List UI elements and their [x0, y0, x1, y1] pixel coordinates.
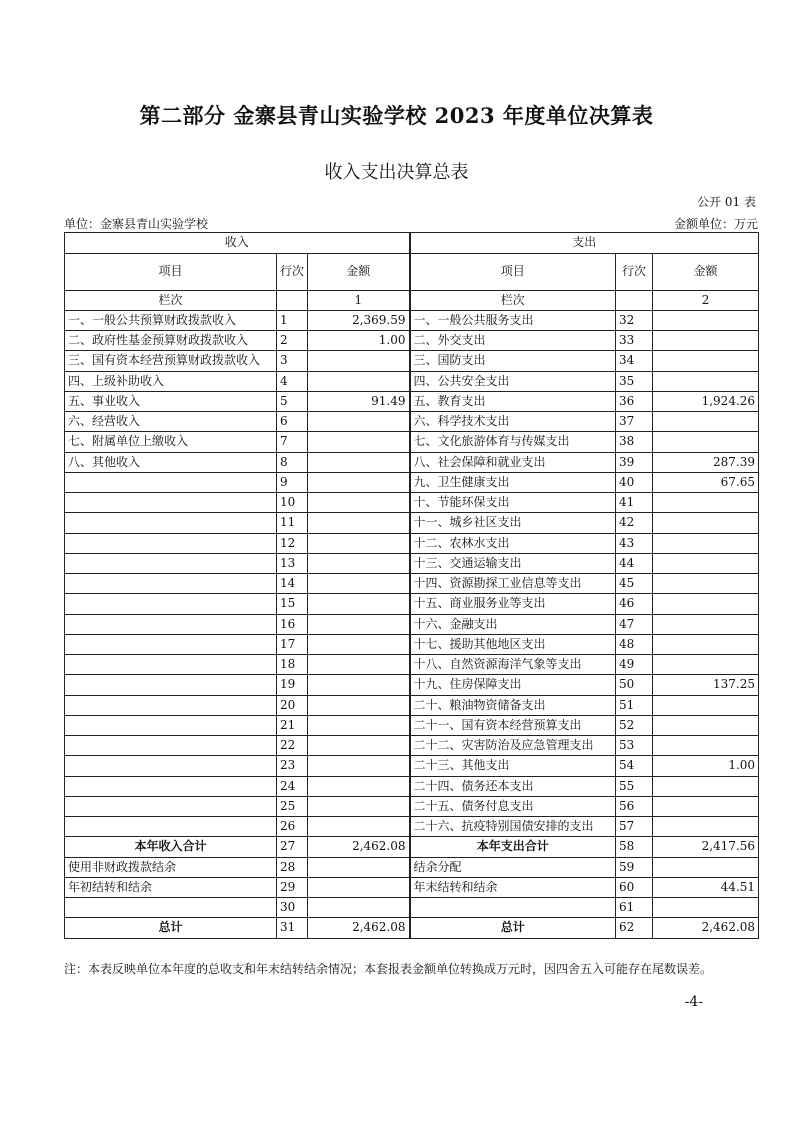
form-code: 公开 01 表	[697, 195, 756, 209]
expense-item-cell: 八、社会保障和就业支出	[410, 452, 616, 472]
income-item-cell	[65, 776, 277, 796]
income-rowno-cell: 1	[277, 310, 308, 330]
unit-line	[64, 215, 758, 232]
income-amount-cell	[308, 817, 410, 837]
expense-item-cell: 七、文化旅游体育与传媒支出	[410, 432, 616, 452]
income-amount-cell	[308, 898, 410, 918]
expense-column-blank	[616, 290, 653, 310]
expense-amount-cell: 2,462.08	[653, 918, 759, 938]
expense-amount-cell	[653, 594, 759, 614]
expense-rowno-cell: 37	[616, 412, 653, 432]
income-rowno-cell: 19	[277, 675, 308, 695]
income-item-cell: 五、事业收入	[65, 391, 277, 411]
income-expense-table	[64, 232, 759, 939]
table-note: 注：本表反映单位本年度的总收支和年末结转结余情况；本套报表金额单位转换成万元时，因四舍五入可能存在尾数误差。	[64, 962, 713, 976]
expense-rowno-cell: 49	[616, 655, 653, 675]
income-column-number: 1	[308, 290, 410, 310]
income-item-cell	[65, 594, 277, 614]
income-amount-cell	[308, 432, 410, 452]
expense-rowno-cell: 39	[616, 452, 653, 472]
table-row	[65, 594, 759, 614]
income-item-cell: 一、一般公共预算财政拨款收入	[65, 310, 277, 330]
income-rowno-cell: 24	[277, 776, 308, 796]
income-amount-cell	[308, 594, 410, 614]
expense-item-cell: 本年支出合计	[410, 837, 616, 857]
income-rowno-cell: 3	[277, 351, 308, 371]
expense-rowno-cell: 55	[616, 776, 653, 796]
income-amount-cell	[308, 412, 410, 432]
expense-rowno-cell: 61	[616, 898, 653, 918]
table-row	[65, 310, 759, 330]
column-number-row	[65, 290, 759, 310]
expense-amount-cell	[653, 310, 759, 330]
table-row	[65, 574, 759, 594]
expense-rowno-cell: 47	[616, 614, 653, 634]
expense-rowno-cell: 36	[616, 391, 653, 411]
table-row	[65, 513, 759, 533]
expense-rowno-cell: 48	[616, 634, 653, 654]
expense-item-cell: 九、卫生健康支出	[410, 472, 616, 492]
income-item-cell: 三、国有资本经营预算财政拨款收入	[65, 351, 277, 371]
expense-item-cell: 十六、金融支出	[410, 614, 616, 634]
income-amount-cell	[308, 857, 410, 877]
income-rowno-cell: 5	[277, 391, 308, 411]
income-amount-cell	[308, 574, 410, 594]
income-amount-cell	[308, 796, 410, 816]
income-item-cell: 八、其他收入	[65, 452, 277, 472]
income-item-cell	[65, 493, 277, 513]
expense-amount-cell	[653, 817, 759, 837]
table-row	[65, 776, 759, 796]
expense-item-cell: 二十五、债务付息支出	[410, 796, 616, 816]
expense-item-cell: 十、节能环保支出	[410, 493, 616, 513]
income-amount-cell	[308, 371, 410, 391]
expense-item-cell: 二十六、抗疫特别国债安排的支出	[410, 817, 616, 837]
income-column-label: 栏次	[65, 290, 277, 310]
expense-rowno-cell: 60	[616, 877, 653, 897]
income-amount-cell	[308, 351, 410, 371]
income-rowno-header: 行次	[277, 253, 308, 290]
expense-amount-cell: 2,417.56	[653, 837, 759, 857]
expense-rowno-cell: 43	[616, 533, 653, 553]
expense-column-number: 2	[653, 290, 759, 310]
expense-item-cell: 结余分配	[410, 857, 616, 877]
expense-item-cell: 十三、交通运输支出	[410, 553, 616, 573]
expense-rowno-cell: 62	[616, 918, 653, 938]
expense-amount-header: 金额	[653, 253, 759, 290]
income-item-cell	[65, 472, 277, 492]
income-item-cell: 年初结转和结余	[65, 877, 277, 897]
expense-amount-cell	[653, 574, 759, 594]
income-rowno-cell: 2	[277, 331, 308, 351]
expense-rowno-cell: 58	[616, 837, 653, 857]
income-item-cell	[65, 756, 277, 776]
income-item-cell	[65, 533, 277, 553]
expense-rowno-cell: 51	[616, 695, 653, 715]
expense-amount-cell	[653, 533, 759, 553]
income-item-cell	[65, 513, 277, 533]
expense-rowno-cell: 56	[616, 796, 653, 816]
income-rowno-cell: 18	[277, 655, 308, 675]
income-amount-cell	[308, 472, 410, 492]
income-item-cell	[65, 695, 277, 715]
income-item-cell	[65, 898, 277, 918]
income-rowno-cell: 12	[277, 533, 308, 553]
income-amount-cell	[308, 736, 410, 756]
income-item-cell: 七、附属单位上缴收入	[65, 432, 277, 452]
table-row	[65, 634, 759, 654]
expense-amount-cell	[653, 634, 759, 654]
expense-rowno-cell: 41	[616, 493, 653, 513]
expense-item-cell: 十八、自然资源海洋气象等支出	[410, 655, 616, 675]
income-rowno-cell: 20	[277, 695, 308, 715]
income-item-cell	[65, 736, 277, 756]
expense-amount-cell	[653, 796, 759, 816]
table-row	[65, 837, 759, 857]
expense-rowno-cell: 40	[616, 472, 653, 492]
income-amount-cell	[308, 655, 410, 675]
income-rowno-cell: 29	[277, 877, 308, 897]
expense-item-cell: 总计	[410, 918, 616, 938]
income-rowno-cell: 9	[277, 472, 308, 492]
unit-label: 单位：金寨县青山实验学校	[64, 217, 209, 231]
income-rowno-cell: 8	[277, 452, 308, 472]
expense-rowno-cell: 53	[616, 736, 653, 756]
expense-header: 支出	[410, 233, 759, 254]
table-title: 收入支出决算总表	[324, 162, 469, 183]
income-item-cell	[65, 817, 277, 837]
income-amount-cell: 1.00	[308, 331, 410, 351]
expense-rowno-cell: 57	[616, 817, 653, 837]
expense-item-cell: 十七、援助其他地区支出	[410, 634, 616, 654]
income-rowno-cell: 16	[277, 614, 308, 634]
expense-amount-cell	[653, 412, 759, 432]
table-row	[65, 452, 759, 472]
income-item-cell: 使用非财政拨款结余	[65, 857, 277, 877]
income-rowno-cell: 7	[277, 432, 308, 452]
income-rowno-cell: 25	[277, 796, 308, 816]
table-row	[65, 472, 759, 492]
table-row	[65, 857, 759, 877]
income-rowno-cell: 15	[277, 594, 308, 614]
section-header-row	[65, 233, 759, 254]
expense-amount-cell	[653, 857, 759, 877]
expense-item-cell: 二十四、债务还本支出	[410, 776, 616, 796]
expense-item-cell: 三、国防支出	[410, 351, 616, 371]
expense-rowno-header: 行次	[616, 253, 653, 290]
expense-amount-cell: 1,924.26	[653, 391, 759, 411]
income-rowno-cell: 4	[277, 371, 308, 391]
table-row	[65, 391, 759, 411]
page-title: 第二部分 金寨县青山实验学校 2023 年度单位决算表	[139, 103, 654, 128]
income-item-cell	[65, 715, 277, 735]
expense-item-cell: 十一、城乡社区支出	[410, 513, 616, 533]
expense-column-label: 栏次	[410, 290, 616, 310]
expense-rowno-cell: 44	[616, 553, 653, 573]
expense-rowno-cell: 50	[616, 675, 653, 695]
expense-rowno-cell: 32	[616, 310, 653, 330]
table-row	[65, 553, 759, 573]
expense-amount-cell: 44.51	[653, 877, 759, 897]
expense-amount-cell	[653, 736, 759, 756]
income-item-cell	[65, 675, 277, 695]
income-rowno-cell: 28	[277, 857, 308, 877]
expense-amount-cell	[653, 371, 759, 391]
expense-amount-cell	[653, 331, 759, 351]
income-column-blank	[277, 290, 308, 310]
table-row	[65, 736, 759, 756]
income-rowno-cell: 21	[277, 715, 308, 735]
table-row	[65, 898, 759, 918]
expense-amount-cell	[653, 432, 759, 452]
expense-amount-cell	[653, 553, 759, 573]
expense-rowno-cell: 54	[616, 756, 653, 776]
income-item-cell	[65, 634, 277, 654]
table-row	[65, 695, 759, 715]
expense-item-cell: 二、外交支出	[410, 331, 616, 351]
table-row	[65, 432, 759, 452]
income-item-cell	[65, 655, 277, 675]
income-rowno-cell: 27	[277, 837, 308, 857]
income-item-cell	[65, 553, 277, 573]
income-item-cell: 总计	[65, 918, 277, 938]
table-row	[65, 493, 759, 513]
income-rowno-cell: 11	[277, 513, 308, 533]
income-amount-cell	[308, 533, 410, 553]
amount-unit: 金额单位：万元	[673, 217, 758, 231]
income-amount-cell	[308, 756, 410, 776]
table-row	[65, 756, 759, 776]
income-item-cell: 二、政府性基金预算财政拨款收入	[65, 331, 277, 351]
expense-amount-cell	[653, 614, 759, 634]
table-row	[65, 614, 759, 634]
expense-rowno-cell: 34	[616, 351, 653, 371]
income-amount-cell	[308, 614, 410, 634]
income-item-cell: 六、经营收入	[65, 412, 277, 432]
income-rowno-cell: 23	[277, 756, 308, 776]
income-amount-cell	[308, 513, 410, 533]
expense-item-cell: 十二、农林水支出	[410, 533, 616, 553]
expense-amount-cell	[653, 776, 759, 796]
income-rowno-cell: 26	[277, 817, 308, 837]
income-amount-cell	[308, 493, 410, 513]
expense-amount-cell: 287.39	[653, 452, 759, 472]
column-header-row	[65, 253, 759, 290]
income-item-cell	[65, 574, 277, 594]
expense-rowno-cell: 33	[616, 331, 653, 351]
income-rowno-cell: 10	[277, 493, 308, 513]
expense-item-cell: 四、公共安全支出	[410, 371, 616, 391]
expense-amount-cell	[653, 898, 759, 918]
income-amount-cell	[308, 675, 410, 695]
expense-item-header: 项目	[410, 253, 616, 290]
expense-amount-cell	[653, 715, 759, 735]
income-item-cell: 四、上级补助收入	[65, 371, 277, 391]
income-rowno-cell: 31	[277, 918, 308, 938]
expense-item-cell: 二十三、其他支出	[410, 756, 616, 776]
expense-rowno-cell: 38	[616, 432, 653, 452]
table-row	[65, 655, 759, 675]
expense-item-cell: 五、教育支出	[410, 391, 616, 411]
expense-amount-cell: 67.65	[653, 472, 759, 492]
expense-rowno-cell: 45	[616, 574, 653, 594]
table-row	[65, 817, 759, 837]
expense-amount-cell	[653, 695, 759, 715]
income-rowno-cell: 17	[277, 634, 308, 654]
income-amount-cell	[308, 695, 410, 715]
expense-rowno-cell: 59	[616, 857, 653, 877]
expense-item-cell: 十九、住房保障支出	[410, 675, 616, 695]
income-amount-cell	[308, 452, 410, 472]
expense-rowno-cell: 52	[616, 715, 653, 735]
income-amount-cell	[308, 877, 410, 897]
income-item-cell: 本年收入合计	[65, 837, 277, 857]
expense-amount-cell	[653, 493, 759, 513]
table-row	[65, 533, 759, 553]
income-rowno-cell: 13	[277, 553, 308, 573]
expense-item-cell: 六、科学技术支出	[410, 412, 616, 432]
expense-amount-cell: 1.00	[653, 756, 759, 776]
income-header: 收入	[65, 233, 410, 254]
table-row	[65, 918, 759, 938]
income-amount-cell: 2,462.08	[308, 837, 410, 857]
income-rowno-cell: 30	[277, 898, 308, 918]
table-row	[65, 351, 759, 371]
table-row	[65, 796, 759, 816]
income-rowno-cell: 22	[277, 736, 308, 756]
income-rowno-cell: 6	[277, 412, 308, 432]
expense-amount-cell	[653, 655, 759, 675]
income-rowno-cell: 14	[277, 574, 308, 594]
expense-item-cell: 一、一般公共服务支出	[410, 310, 616, 330]
expense-item-cell: 二十一、国有资本经营预算支出	[410, 715, 616, 735]
income-amount-cell: 91.49	[308, 391, 410, 411]
expense-item-cell: 二十、粮油物资储备支出	[410, 695, 616, 715]
expense-rowno-cell: 46	[616, 594, 653, 614]
income-amount-header: 金额	[308, 253, 410, 290]
income-amount-cell	[308, 553, 410, 573]
table-row	[65, 412, 759, 432]
income-item-cell	[65, 796, 277, 816]
income-amount-cell	[308, 776, 410, 796]
income-amount-cell: 2,462.08	[308, 918, 410, 938]
income-amount-cell: 2,369.59	[308, 310, 410, 330]
expense-item-cell: 年末结转和结余	[410, 877, 616, 897]
expense-item-cell: 十四、资源勘探工业信息等支出	[410, 574, 616, 594]
table-row	[65, 371, 759, 391]
expense-rowno-cell: 35	[616, 371, 653, 391]
expense-amount-cell	[653, 513, 759, 533]
income-amount-cell	[308, 634, 410, 654]
expense-item-cell: 二十二、灾害防治及应急管理支出	[410, 736, 616, 756]
table-row	[65, 331, 759, 351]
table-row	[65, 877, 759, 897]
income-amount-cell	[308, 715, 410, 735]
income-item-header: 项目	[65, 253, 277, 290]
expense-rowno-cell: 42	[616, 513, 653, 533]
table-row	[65, 715, 759, 735]
expense-item-cell: 十五、商业服务业等支出	[410, 594, 616, 614]
table-row	[65, 675, 759, 695]
expense-item-cell	[410, 898, 616, 918]
page-number: -4-	[684, 994, 703, 1010]
income-item-cell	[65, 614, 277, 634]
expense-amount-cell: 137.25	[653, 675, 759, 695]
expense-amount-cell	[653, 351, 759, 371]
